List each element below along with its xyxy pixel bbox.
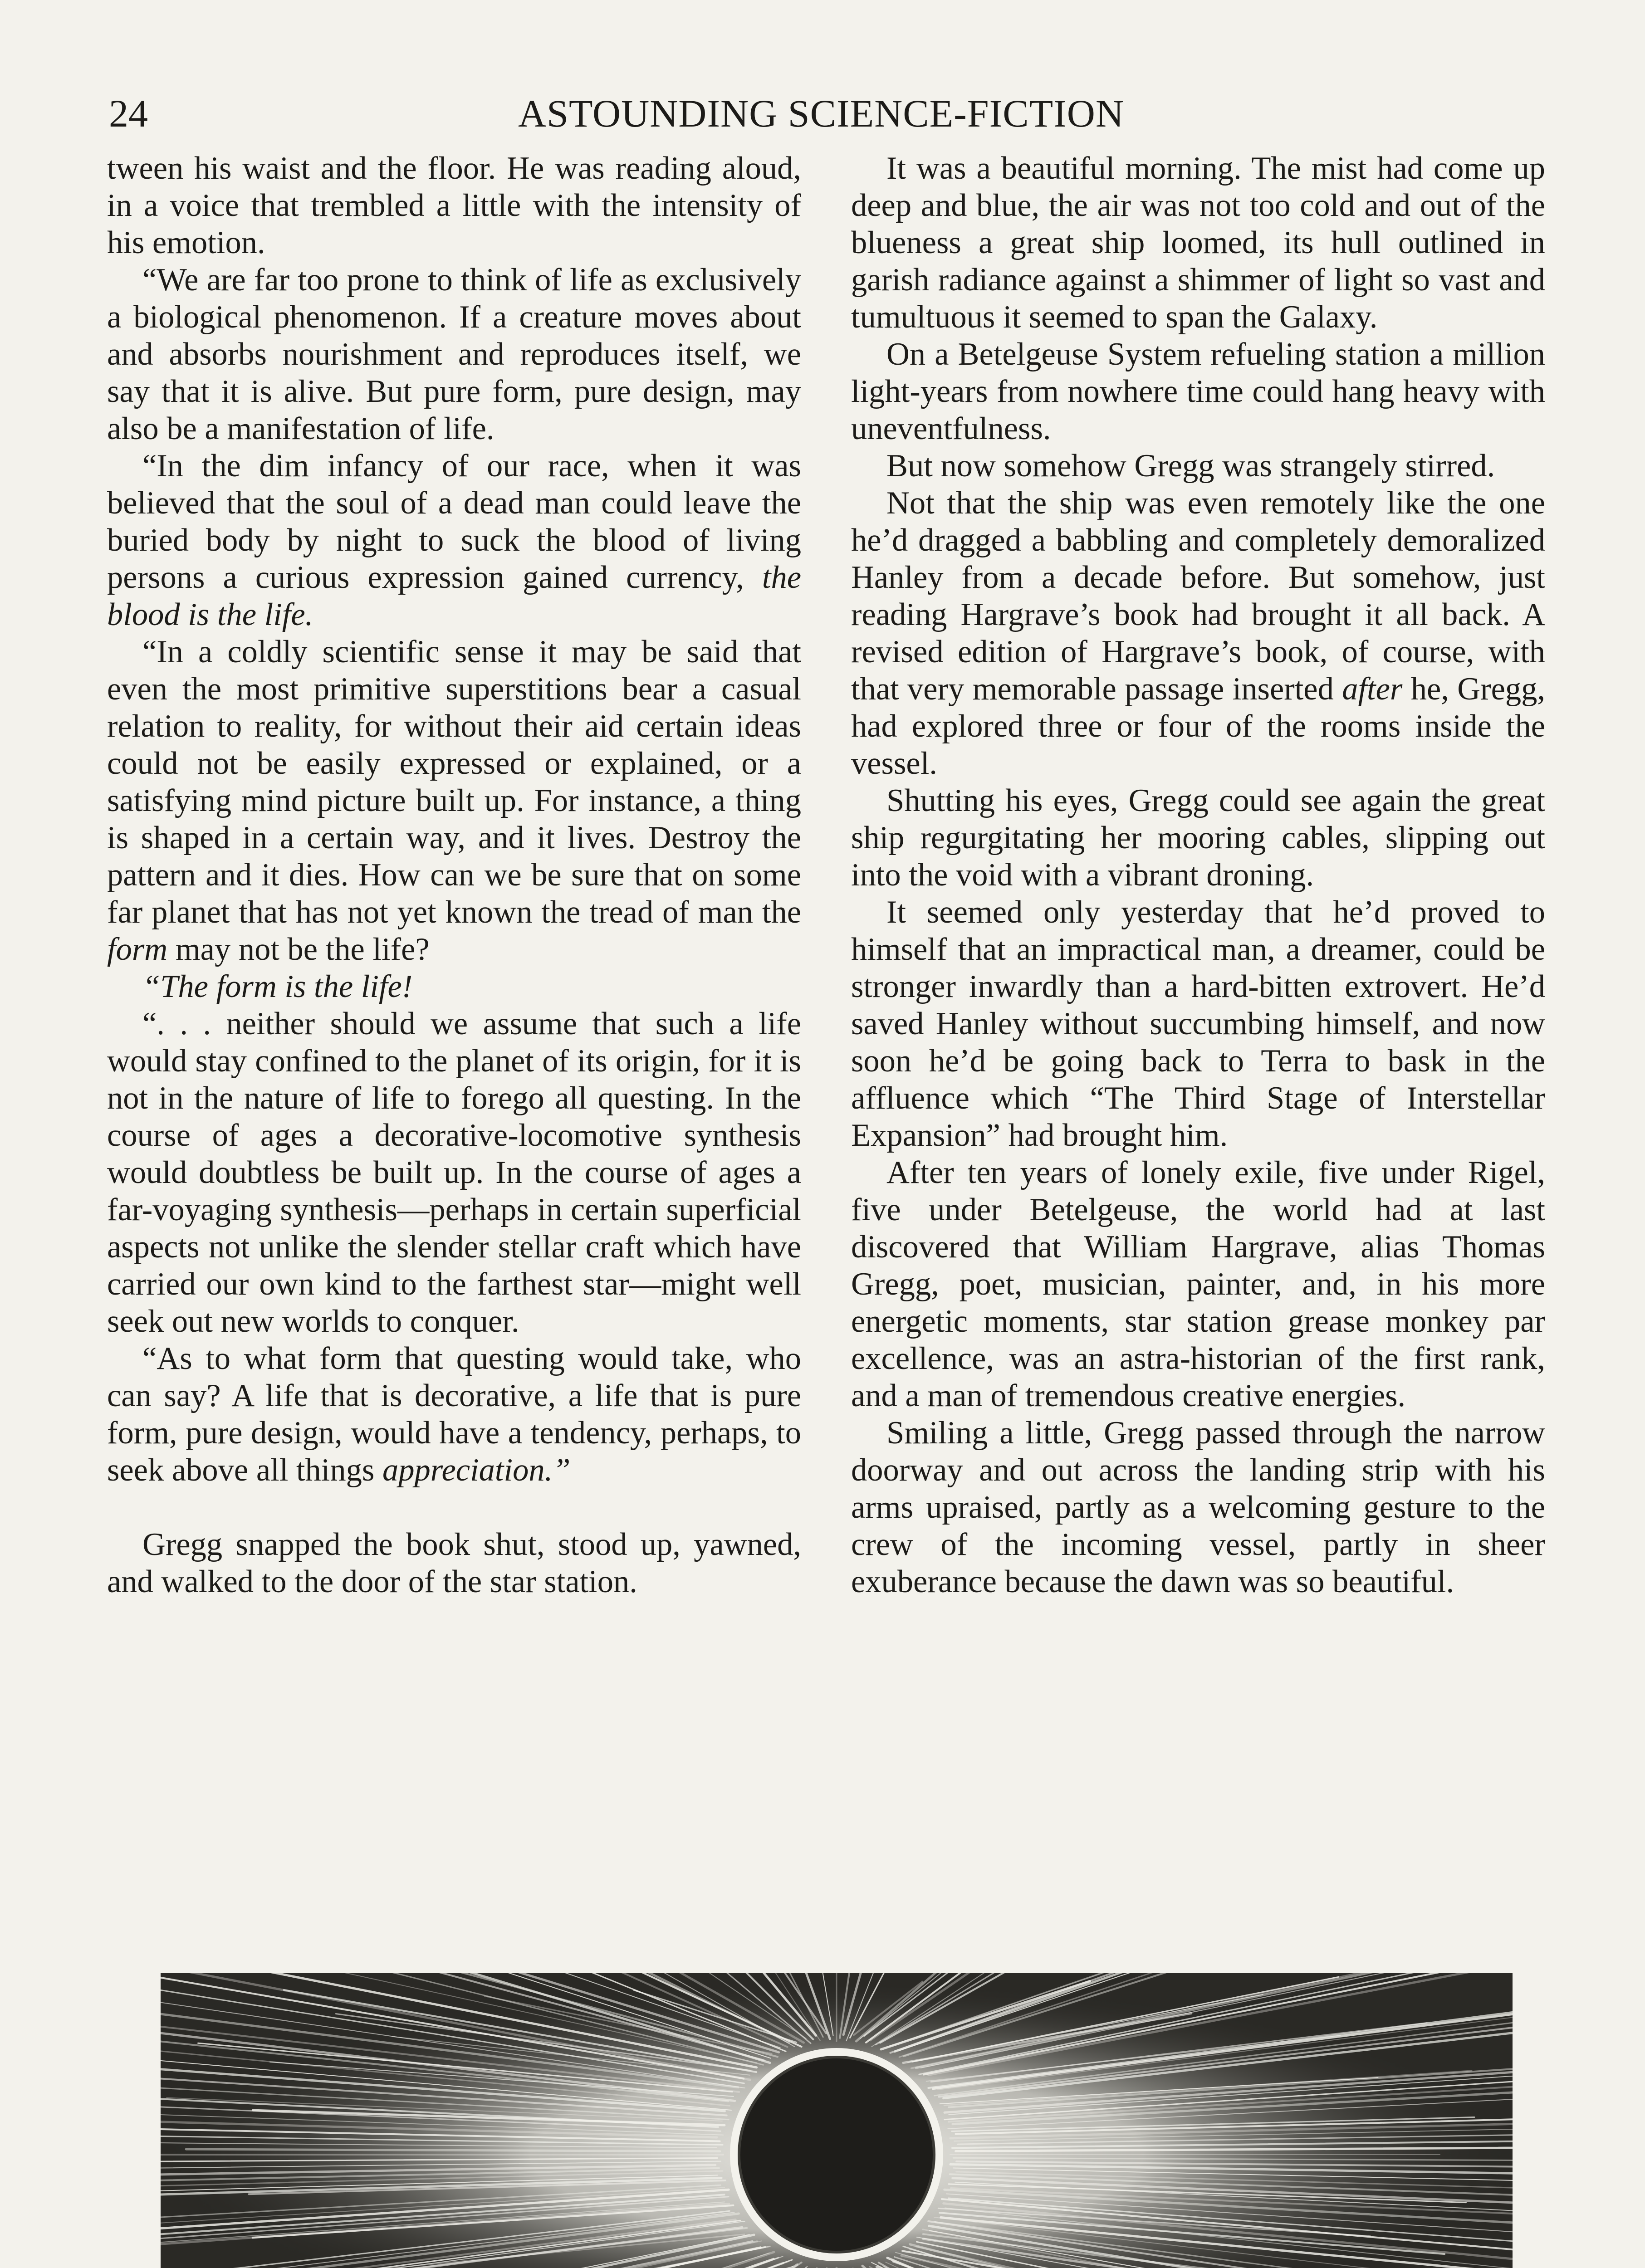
paragraph: Shutting his eyes, Gregg could see again the great ship regurgitating her mooring cables, slipping out into the void with a vibrant droning. xyxy=(851,783,1545,893)
paragraph: “As to what form that questing would take, who can say? A life that is decorative, a life that is pure form, pure design, would have a tendency, perhaps, to seek above all things appreciation.” xyxy=(107,1341,801,1488)
italic-phrase: the blood is the life. xyxy=(107,560,801,632)
running-title: ASTOUNDING SCIENCE-FICTION xyxy=(518,92,1124,135)
paragraph: tween his waist and the floor. He was reading aloud, in a voice that trembled a little with the intensity of his emotion. xyxy=(107,151,801,260)
italic-word: appreciation.” xyxy=(382,1452,571,1488)
paragraph: “In the dim infancy of our race, when it was believed that the soul of a dead man could leave the buried body by night to suck the blood of living persons a curious expression gained currency, the blood is the life. xyxy=(107,448,801,632)
italic-word: form xyxy=(107,932,168,967)
paragraph: Gregg snapped the book shut, stood up, yawned, and walked to the door of the star station. xyxy=(107,1527,801,1599)
paragraph: After ten years of lonely exile, five under Rigel, five under Betelgeuse, the world had at last discovered that William Hargrave, alias Thomas Gregg, poet, musician, painter, and, in his more energetic moments, star station grease monkey par excellence, was an astra-historian of the first rank, and a man of tremendous creative energies. xyxy=(851,1155,1545,1413)
paragraph: It seemed only yesterday that he’d proved to himself that an impractical man, a dreamer, could be stronger inwardly than a hard-bitten extrovert. He’d saved Hanley without succumbing himself, and now soon he’d be going back to Terra to bask in the affluence which “The Third Stage of Interstellar Expansion” had brought him. xyxy=(851,894,1545,1153)
page-header xyxy=(109,86,1533,141)
eclipse-illustration xyxy=(161,1973,1513,2268)
italic-quote: “The form is the life! xyxy=(142,969,413,1004)
paragraph: Not that the ship was even remotely like the one he’d dragged a babbling and completely demoralized Hanley from a decade before. But somehow, just reading Hargrave’s book had brought it all back. A revised edition of Hargrave’s book, of course, with that very memorable passage inserted after he, Gregg, had explored three or four of the rooms inside the vessel. xyxy=(851,485,1546,781)
paragraph: “. . . neither should we assume that such a life would stay confined to the planet of its origin, for it is not in the nature of life to forego all questing. In the course of ages a decorative-locomotive synthesis would doubtless be built up. In the course of ages a far-voyaging synthesis—perhaps in certain superficial aspects not unlike the slender stellar craft which have carried our own kind to the farthest star—might well seek out new worlds to conquer. xyxy=(107,1006,801,1339)
paragraph: But now somehow Gregg was strangely stirred. xyxy=(886,448,1495,484)
italic-word: after xyxy=(1342,671,1403,707)
eclipse-sunburst-image xyxy=(161,1973,1513,2268)
left-column xyxy=(107,150,801,1600)
right-column xyxy=(851,150,1545,1600)
page-number: 24 xyxy=(109,92,148,135)
paragraph: On a Betelgeuse System refueling station a million light-years from nowhere time could hang heavy with uneventfulness. xyxy=(851,337,1545,446)
paragraph: “We are far too prone to think of life as exclusively a biological phenomenon. If a creature moves about and absorbs nourishment and reproduces itself, we say that it is alive. But pure form, pure design, may also be a manifestation of life. xyxy=(107,262,801,446)
paragraph xyxy=(107,968,801,1005)
paragraph: Smiling a little, Gregg passed through the narrow doorway and out across the landing strip with his arms upraised, partly as a welcoming gesture to the crew of the incoming vessel, partly in sheer exuberance because the dawn was so beautiful. xyxy=(851,1415,1545,1599)
paragraph: “In a coldly scientific sense it may be said that even the most primitive superstitions bear a casual relation to reality, for without their aid certain ideas could not be easily expressed or explained, or a satisfying mind picture built up. For instance, a thing is shaped in a certain way, and it lives. Destroy the pattern and it dies. How can we be sure that on some far planet that has not yet known the tread of man the form may not be the life? xyxy=(107,634,801,967)
paragraph: It was a beautiful morning. The mist had come up deep and blue, the air was not too cold and out of the blueness a great ship loomed, its hull outlined in garish radiance against a shimmer of light so vast and tumultuous it seemed to span the Galaxy. xyxy=(851,151,1545,335)
